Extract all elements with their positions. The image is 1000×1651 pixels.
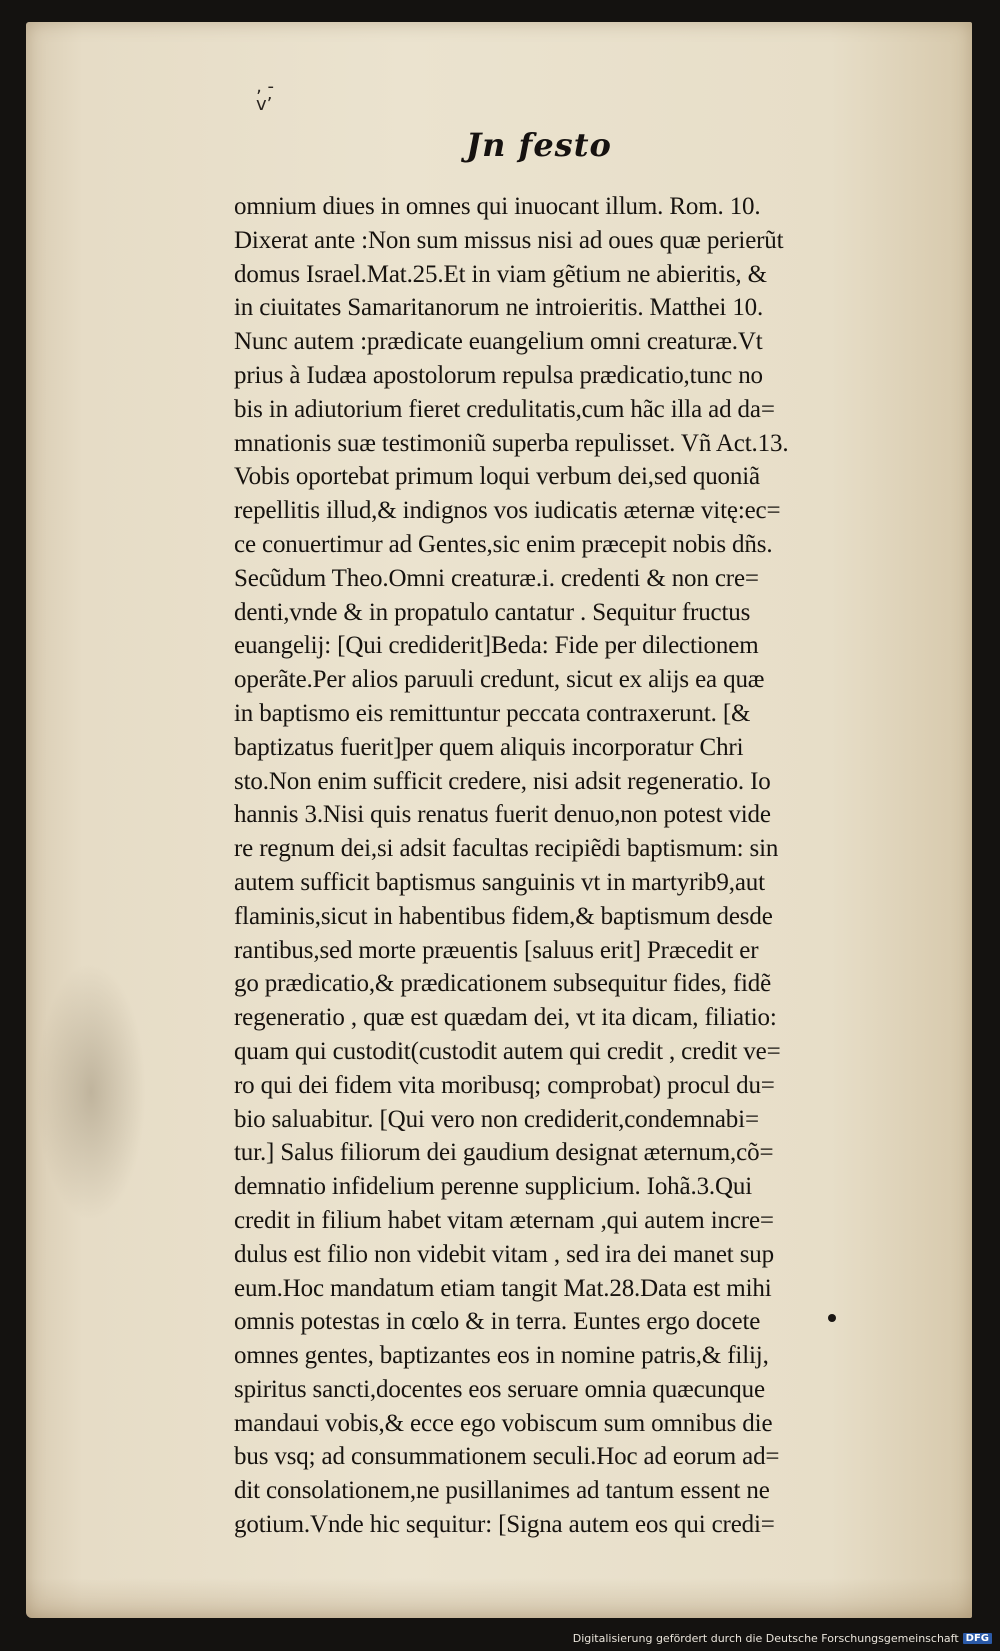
text-line: dit consolationem,ne pusillanimes ad tantum essent ne [234,1477,770,1505]
text-line: sto.Non enim sufficit credere, nisi adsit regeneratio. Io [234,767,771,795]
text-line: bio saluabitur. [Qui vero non crediderit,condemnabi= [234,1105,759,1133]
text-line: regeneratio , quæ est quædam dei, vt ita dicam, filiatio: [234,1004,777,1032]
text-line: mandaui vobis,& ecce ego vobiscum sum omnibus die [234,1409,773,1437]
text-line: rantibus,sed morte præuentis [saluus erit] Præcedit er [234,936,759,964]
text-line: repellitis illud,& indignos vos iudicatis æternæ vitę:ec= [234,497,781,525]
text-line: autem sufficit baptismus sanguinis vt in martyrib9,aut [234,868,765,896]
text-line: prius à Iudæa apostolorum repulsa prædicatio,tunc no [234,361,763,389]
body-text [234,190,934,1542]
running-head: Jn festo [466,126,612,164]
text-line: Secũdum Theo.Omni creaturæ.i. credenti & non cre= [234,564,759,592]
text-line: dulus est filio non videbit vitam , sed ira dei manet sup [234,1240,774,1268]
text-line: eum.Hoc mandatum etiam tangit Mat.28.Data est mihi [234,1274,772,1302]
text-line: quam qui custodit(custodit autem qui credit , credit ve= [234,1037,781,1065]
footer-credit [573,1632,992,1645]
text-line: denti,vnde & in propatulo cantatur . Sequitur fructus [234,598,751,626]
text-line: Dixerat ante :Non sum missus nisi ad oues quæ perierũt [234,226,784,254]
margin-marks: ‚ ‑ v’ [256,76,274,115]
dfg-logo: DFG [963,1633,992,1644]
text-line: omnium diues in omnes qui inuocant illum. Rom. 10. [234,193,761,220]
text-line: re regnum dei,si adsit facultas recipiẽdi baptismum: sin [234,835,779,863]
text-line: Nunc autem :prædicate euangelium omni creaturæ.Vt [234,328,763,356]
text-line: domus Israel.Mat.25.Et in viam gẽtium ne abieritis, & [234,260,767,288]
text-line: credit in filium habet vitam æternam ,qui autem incre= [234,1206,774,1234]
text-line: euangelij: [Qui crediderit]Beda: Fide per dilectionem [234,632,759,660]
text-line: ro qui dei fidem vita moribusq; comprobat) procul du= [234,1071,775,1099]
text-line: omnis potestas in cœlo & in terra. Euntes ergo docete [234,1308,761,1336]
ink-dot [828,1314,836,1322]
text-line: in baptismo eis remittuntur peccata contraxerunt. [& [234,699,751,727]
text-line: demnatio infidelium perenne supplicium. Iohã.3.Qui [234,1173,753,1201]
text-line: gotium.Vnde hic sequitur: [Signa autem eos qui credi= [234,1511,775,1539]
text-line: bis in adiutorium fieret credulitatis,cum hãc illa ad da= [234,395,775,423]
text-line: go prædicatio,& prædicationem subsequitur fides, fidẽ [234,970,772,998]
text-line: ce conuertimur ad Gentes,sic enim præcepit nobis dñs. [234,530,773,558]
text-line: tur.] Salus filiorum dei gaudium designat æternum,cõ= [234,1139,774,1167]
text-line: flaminis,sicut in habentibus fidem,& baptismum desde [234,902,773,930]
text-line: hannis 3.Nisi quis renatus fuerit denuo,non potest vide [234,801,771,829]
scanned-page [26,22,972,1618]
text-line: operãte.Per alios paruuli credunt, sicut ex alijs ea quæ [234,666,765,694]
text-line: omnes gentes, baptizantes eos in nomine patris,& filij, [234,1342,769,1370]
credit-text: Digitalisierung gefördert durch die Deutsche Forschungsgemeinschaft [572,1632,959,1645]
text-line: spiritus sancti,docentes eos seruare omnia quæcunque [234,1375,765,1403]
text-line: in ciuitates Samaritanorum ne introieritis. Matthei 10. [234,294,764,322]
text-line: Vobis oportebat primum loqui verbum dei,sed quoniã [234,463,760,491]
text-line: bus vsq; ad consummationem seculi.Hoc ad eorum ad= [234,1443,780,1471]
text-line: mnationis suæ testimoniũ superba repulisset. Vñ Act.13. [234,429,789,457]
text-line: baptizatus fuerit]per quem aliquis incorporatur Chri [234,733,744,761]
